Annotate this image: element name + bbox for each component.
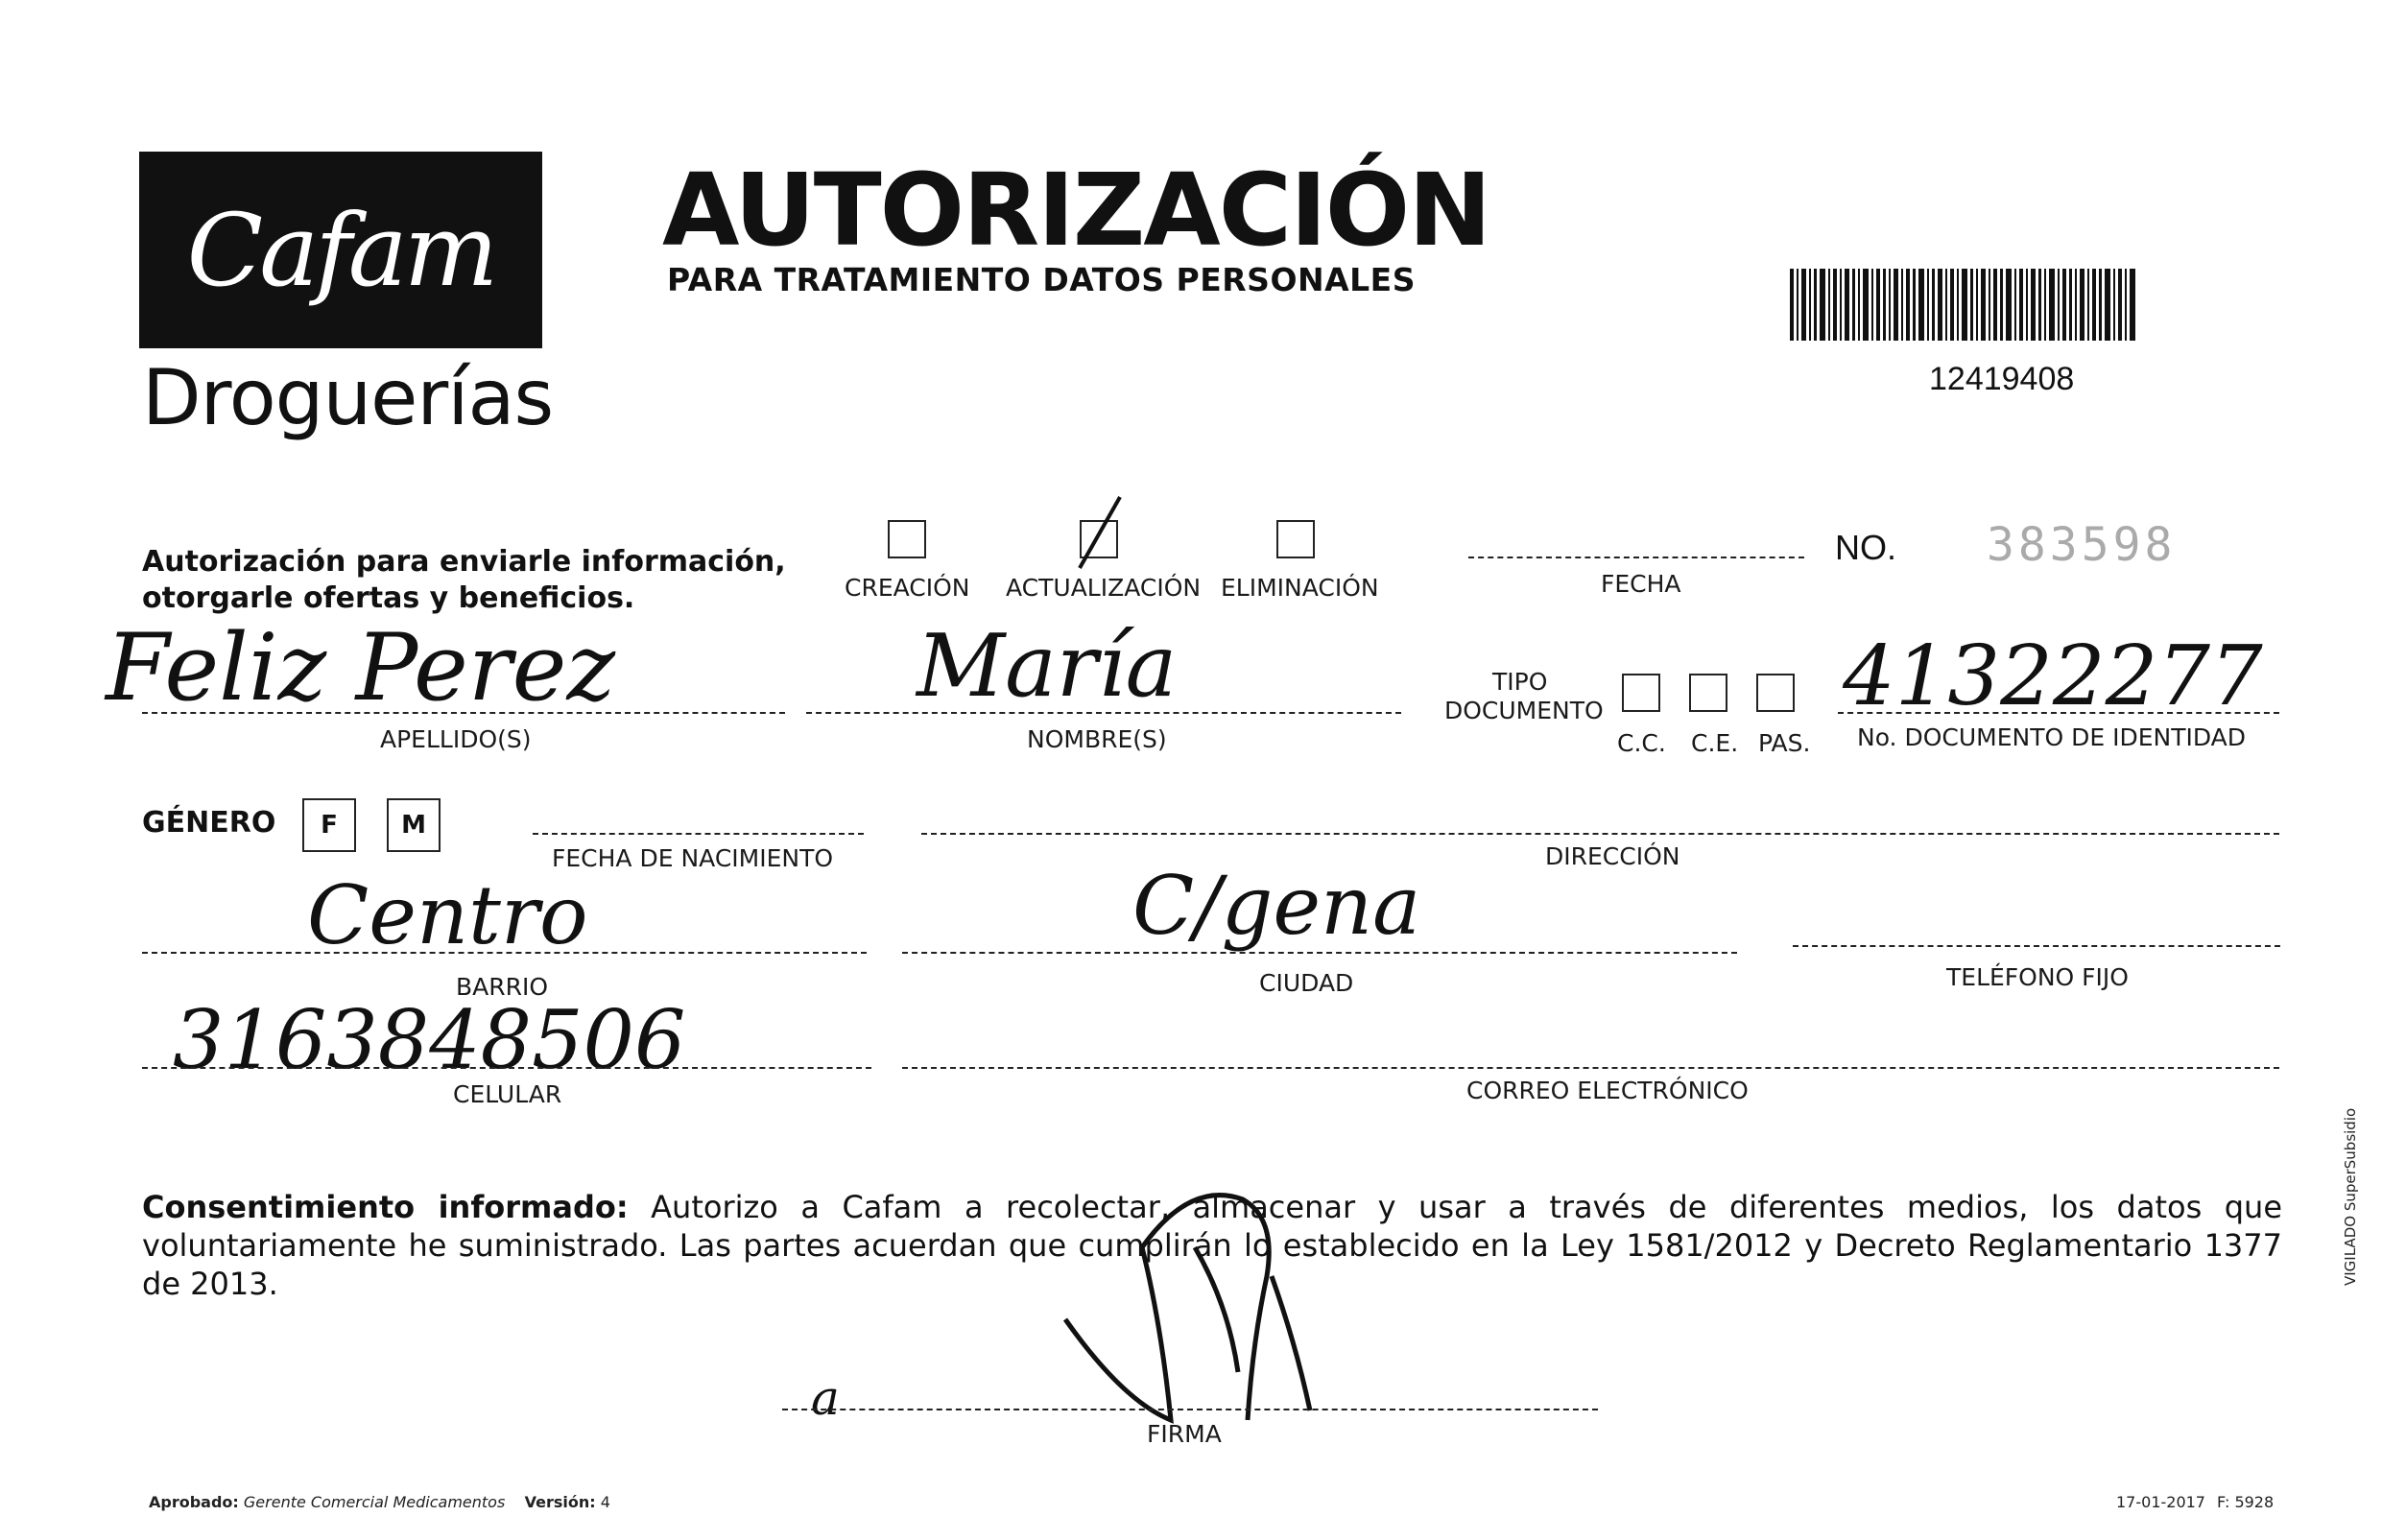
- intro-line-2: otorgarle ofertas y beneficios.: [142, 581, 635, 615]
- nombres-label: NOMBRE(S): [1027, 725, 1167, 753]
- nacimiento-line[interactable]: [533, 833, 864, 835]
- documento-label: No. DOCUMENTO DE IDENTIDAD: [1857, 723, 2247, 751]
- genero-m-checkbox[interactable]: M: [387, 798, 441, 852]
- logo-text: Cafam: [186, 191, 495, 309]
- pas-label: PAS.: [1758, 729, 1811, 757]
- footer-code: F: 5928: [2217, 1493, 2275, 1511]
- barrio-label: BARRIO: [456, 973, 549, 1001]
- documento-line[interactable]: [1838, 712, 2279, 714]
- creacion-label: CREACIÓN: [845, 574, 970, 602]
- cc-checkbox[interactable]: [1622, 674, 1660, 712]
- no-label: NO.: [1835, 528, 1897, 567]
- correo-line[interactable]: [902, 1067, 2279, 1069]
- celular-value: 3163848506: [173, 993, 686, 1087]
- version-value: 4: [600, 1493, 610, 1511]
- correo-label: CORREO ELECTRÓNICO: [1466, 1077, 1749, 1104]
- consent-lead: Consentimiento informado:: [142, 1189, 629, 1225]
- apellidos-value: Feliz Perez: [106, 614, 616, 722]
- telefono-line[interactable]: [1793, 945, 2280, 947]
- intro-line-1: Autorización para enviarle información,: [142, 545, 786, 579]
- barrio-value: Centro: [307, 868, 588, 962]
- apellidos-label: APELLIDO(S): [380, 725, 532, 753]
- ciudad-line[interactable]: [902, 952, 1737, 954]
- documento-value: 41322277: [1843, 628, 2263, 724]
- firma-label: FIRMA: [1147, 1420, 1222, 1448]
- pas-checkbox[interactable]: [1756, 674, 1795, 712]
- documento-tipo-label: DOCUMENTO: [1444, 697, 1604, 724]
- aprobado-value: Gerente Comercial Medicamentos: [243, 1493, 506, 1511]
- aprobado-label: Aprobado:: [149, 1493, 239, 1511]
- barrio-line[interactable]: [142, 952, 867, 954]
- nombres-line[interactable]: [806, 712, 1401, 714]
- footer-date: 17-01-2017: [2116, 1493, 2205, 1511]
- creacion-checkbox[interactable]: [888, 520, 926, 558]
- signature-initial: a: [811, 1370, 840, 1426]
- actualizacion-checkbox[interactable]: [1080, 520, 1118, 558]
- direccion-label: DIRECCIÓN: [1545, 842, 1680, 870]
- version-label: Versión:: [524, 1493, 596, 1511]
- signature-scribble: [1036, 1161, 1401, 1430]
- direccion-line[interactable]: [921, 833, 2279, 835]
- eliminacion-checkbox[interactable]: [1276, 520, 1315, 558]
- apellidos-line[interactable]: [142, 712, 785, 714]
- ciudad-label: CIUDAD: [1259, 969, 1354, 997]
- genero-f-checkbox[interactable]: F: [302, 798, 356, 852]
- document-subtitle: PARA TRATAMIENTO DATOS PERSONALES: [667, 261, 1416, 298]
- barcode-number: 12419408: [1929, 361, 2075, 397]
- tipo-label: TIPO: [1492, 668, 1548, 696]
- cafam-logo: [139, 152, 542, 348]
- no-value: 383598: [1987, 518, 2177, 572]
- supersubsidio-watermark: VIGILADO SuperSubsidio: [2342, 1107, 2359, 1286]
- celular-label: CELULAR: [453, 1080, 562, 1108]
- ce-checkbox[interactable]: [1689, 674, 1727, 712]
- ce-label: C.E.: [1691, 729, 1739, 757]
- footer-approval: [149, 1493, 610, 1511]
- cc-label: C.C.: [1617, 729, 1666, 757]
- fecha-line[interactable]: [1468, 557, 1804, 558]
- barcode-icon: [1790, 269, 2135, 341]
- nombres-value: María: [917, 616, 1178, 717]
- eliminacion-label: ELIMINACIÓN: [1221, 574, 1379, 602]
- ciudad-value: C/gena: [1132, 859, 1421, 953]
- firma-line[interactable]: [782, 1409, 1598, 1410]
- nacimiento-label: FECHA DE NACIMIENTO: [552, 844, 834, 872]
- genero-label: GÉNERO: [142, 806, 276, 840]
- consent-text: Autorizo a Cafam a recolectar, almacenar y usar a través de diferentes medios, los datos que voluntariamente he suministrado. Las partes acuerdan que cumplirán lo establecido en la Ley 1581/2012 y Decreto Reglamentario 1377 de 2013.: [142, 1189, 2283, 1302]
- actualizacion-label: ACTUALIZACIÓN: [1006, 574, 1202, 602]
- fecha-label: FECHA: [1601, 570, 1681, 598]
- logo-subtitle: Droguerías: [142, 353, 554, 442]
- telefono-label: TELÉFONO FIJO: [1946, 963, 2129, 991]
- document-title: AUTORIZACIÓN: [662, 152, 1490, 269]
- celular-line[interactable]: [142, 1067, 871, 1069]
- checkmark-icon: [1072, 493, 1130, 580]
